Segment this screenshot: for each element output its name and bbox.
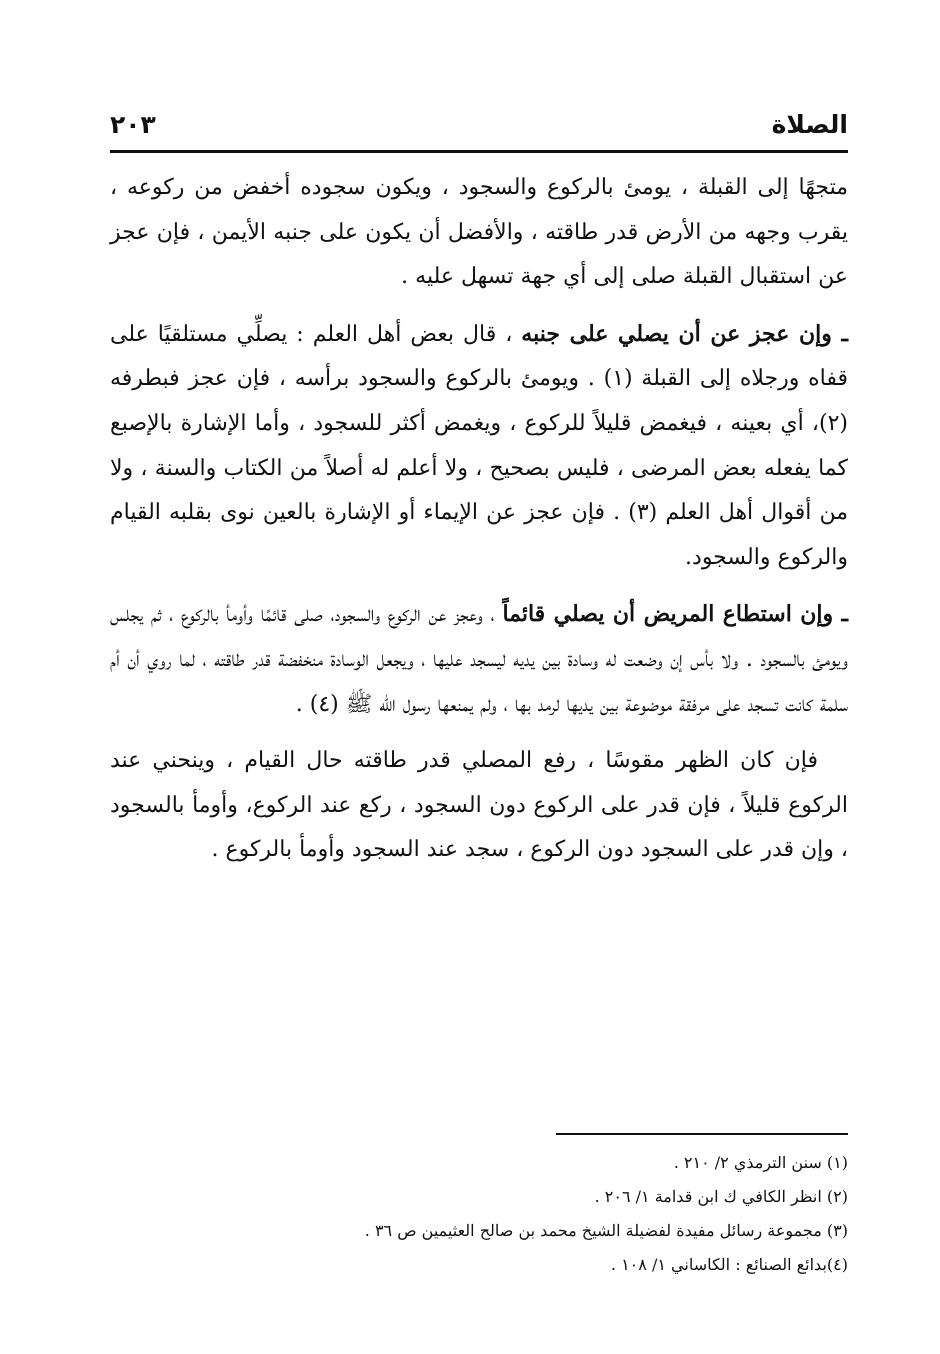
paragraph-heading: ـ وإن عجز عن أن يصلي على جنبه bbox=[521, 320, 848, 347]
paragraph bbox=[110, 166, 848, 300]
paragraph bbox=[110, 739, 848, 873]
paragraph-text: ، وعجز عن الركوع والسجود، صلى قائمًا وأومأ بالركوع ، ثم يجلس ويومئ بالسجود . ولا بأس إن وضعت له وسادة بين يديه ليسجد عليها ، ويجعل الوسادة منخفضة قدر طاقته ، لما روي أن أم سلمة كانت تسجد على مرفقة موضوعة بين يديها لرمد بها ، ولم يمنعها رسول الله ﷺ (٤) . bbox=[110, 602, 848, 717]
paragraph bbox=[110, 312, 848, 581]
paragraph bbox=[110, 592, 848, 727]
paragraph-text: ، قال بعض أهل العلم : يصلِّي مستلقيًا على قفاه ورجلاه إلى القبلة (١) . ويومئ بالركوع والسجود برأسه ، فإن عجز فبطرفه (٢)، أي بعينه ، فيغمض قليلاً للركوع ، ويغمض أكثر للسجود ، وأما الإشارة بالإصبع كما يفعله بعض المرضى ، فليس بصحيح ، ولا أعلم له أصلاً من الكتاب والسنة ، ولا من أقوال أهل العلم (٣) . فإن عجز عن الإيماء أو الإشارة بالعين نوى بقلبه القيام والركوع والسجود. bbox=[110, 321, 849, 570]
main-text bbox=[110, 166, 848, 885]
footnote: (٢) انظر الكافي ك ابن قدامة ١/ ٢٠٦ . bbox=[594, 1187, 848, 1206]
footnote: (٤)بدائع الصنائع : الكاساني ١/ ١٠٨ . bbox=[610, 1255, 848, 1274]
footnote: (١) سنن الترمذي ٢/ ٢١٠ . bbox=[673, 1153, 848, 1172]
page-number: ٢٠٣ bbox=[110, 109, 156, 139]
paragraph-heading: ـ وإن استطاع المريض أن يصلي قائماً bbox=[502, 601, 848, 628]
header-rule bbox=[110, 150, 848, 153]
footnote: (٣) مجموعة رسائل مفيدة لفضيلة الشيخ محمد بن صالح العثيمين ص ٣٦ . bbox=[364, 1221, 848, 1240]
footnote-rule bbox=[556, 1133, 848, 1135]
footnotes bbox=[110, 1146, 848, 1282]
paragraph-text: متجهًا إلى القبلة ، يومئ بالركوع والسجود ، ويكون سجوده أخفض من ركوعه ، يقرب وجهه من الأرض قدر طاقته ، والأفضل أن يكون على جنبه الأيمن ، فإن عجز عن استقبال القبلة صلى إلى أي جهة تسهل عليه . bbox=[110, 175, 848, 290]
page-header bbox=[110, 104, 848, 144]
paragraph-text: فإن كان الظهر مقوسًا ، رفع المصلي قدر طاقته حال القيام ، وينحني عند الركوع قليلاً ، فإن قدر على الركوع دون السجود ، ركع عند الركوع، وأومأ بالسجود ، وإن قدر على السجود دون الركوع ، سجد عند السجود وأومأ بالركوع . bbox=[110, 748, 848, 863]
chapter-title: الصلاة bbox=[771, 109, 848, 139]
